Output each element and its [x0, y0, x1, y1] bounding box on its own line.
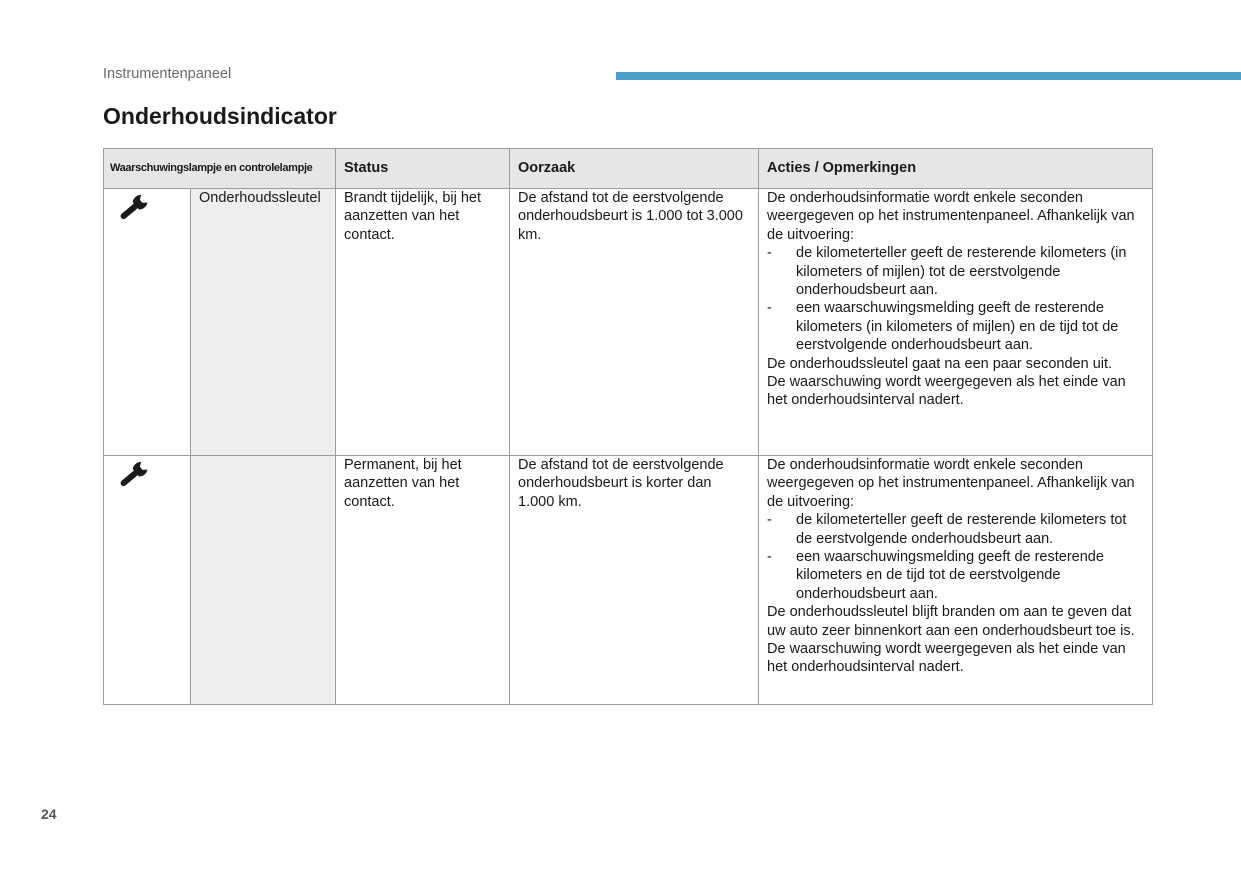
list-item [767, 511, 1144, 548]
column-header-actions: Acties / Opmerkingen [759, 149, 1153, 189]
status-cell: Permanent, bij het aanzetten van het contact. [336, 456, 510, 705]
actions-intro: De onderhoudsinformatie wordt enkele seconden weergegeven op het instrumentenpaneel. Afhankelijk van de uitvoering: [767, 457, 1135, 510]
page-number: 24 [41, 806, 57, 822]
lamp-name-cell: Onderhoudssleutel [191, 189, 336, 456]
actions-note: De onderhoudssleutel blijft branden om aan te geven dat uw auto zeer binnenkort aan een onderhoudsbeurt toe is. [767, 604, 1135, 639]
icon-cell [104, 456, 191, 705]
list-item [767, 548, 1144, 603]
icon-cell [104, 189, 191, 456]
list-dash: - [767, 300, 772, 317]
page-title: Onderhoudsindicator [103, 103, 337, 129]
list-dash: - [767, 245, 772, 262]
status-cell: Brandt tijdelijk, bij het aanzetten van het contact. [336, 189, 510, 456]
list-item-text: een waarschuwingsmelding geeft de resterende kilometers en de tijd tot de eerstvolgende onderhoudsbeurt aan. [796, 549, 1104, 602]
actions-cell [759, 456, 1153, 705]
list-item [767, 244, 1144, 299]
list-dash: - [767, 549, 772, 566]
actions-note: De waarschuwing wordt weergegeven als het einde van het onderhoudsinterval nadert. [767, 374, 1126, 409]
wrench-icon [112, 456, 152, 496]
wrench-icon [112, 189, 152, 229]
list-item-text: de kilometerteller geeft de resterende kilometers (in kilometers of mijlen) tot de eerstvolgende onderhoudsbeurt aan. [796, 245, 1127, 299]
list-item [767, 299, 1144, 354]
actions-intro: De onderhoudsinformatie wordt enkele seconden weergegeven op het instrumentenpaneel. Afhankelijk van de uitvoering: [767, 190, 1135, 243]
list-dash: - [767, 512, 772, 529]
lamp-name-cell [191, 456, 336, 705]
table-row [104, 189, 1153, 456]
section-accent-bar [616, 72, 1241, 80]
list-item-text: de kilometerteller geeft de resterende kilometers tot de eerstvolgende onderhoudsbeurt aan. [796, 512, 1127, 547]
table-row [104, 456, 1153, 705]
cause-cell: De afstand tot de eerstvolgende onderhoudsbeurt is korter dan 1.000 km. [510, 456, 759, 705]
section-label: Instrumentenpaneel [103, 66, 232, 82]
column-header-status: Status [336, 149, 510, 189]
column-header-lamp: Waarschuwingslampje en controlelampje [104, 149, 336, 189]
warning-lamp-table [103, 148, 1153, 705]
table-header-row [104, 149, 1153, 189]
actions-note: De waarschuwing wordt weergegeven als het einde van het onderhoudsinterval nadert. [767, 641, 1126, 676]
actions-cell [759, 189, 1153, 456]
column-header-cause: Oorzaak [510, 149, 759, 189]
actions-note: De onderhoudssleutel gaat na een paar seconden uit. [767, 355, 1113, 372]
list-item-text: een waarschuwingsmelding geeft de resterende kilometers (in kilometers of mijlen) en de tijd tot de eerstvolgende onderhoudsbeurt aan. [796, 300, 1119, 354]
cause-cell: De afstand tot de eerstvolgende onderhoudsbeurt is 1.000 tot 3.000 km. [510, 189, 759, 456]
